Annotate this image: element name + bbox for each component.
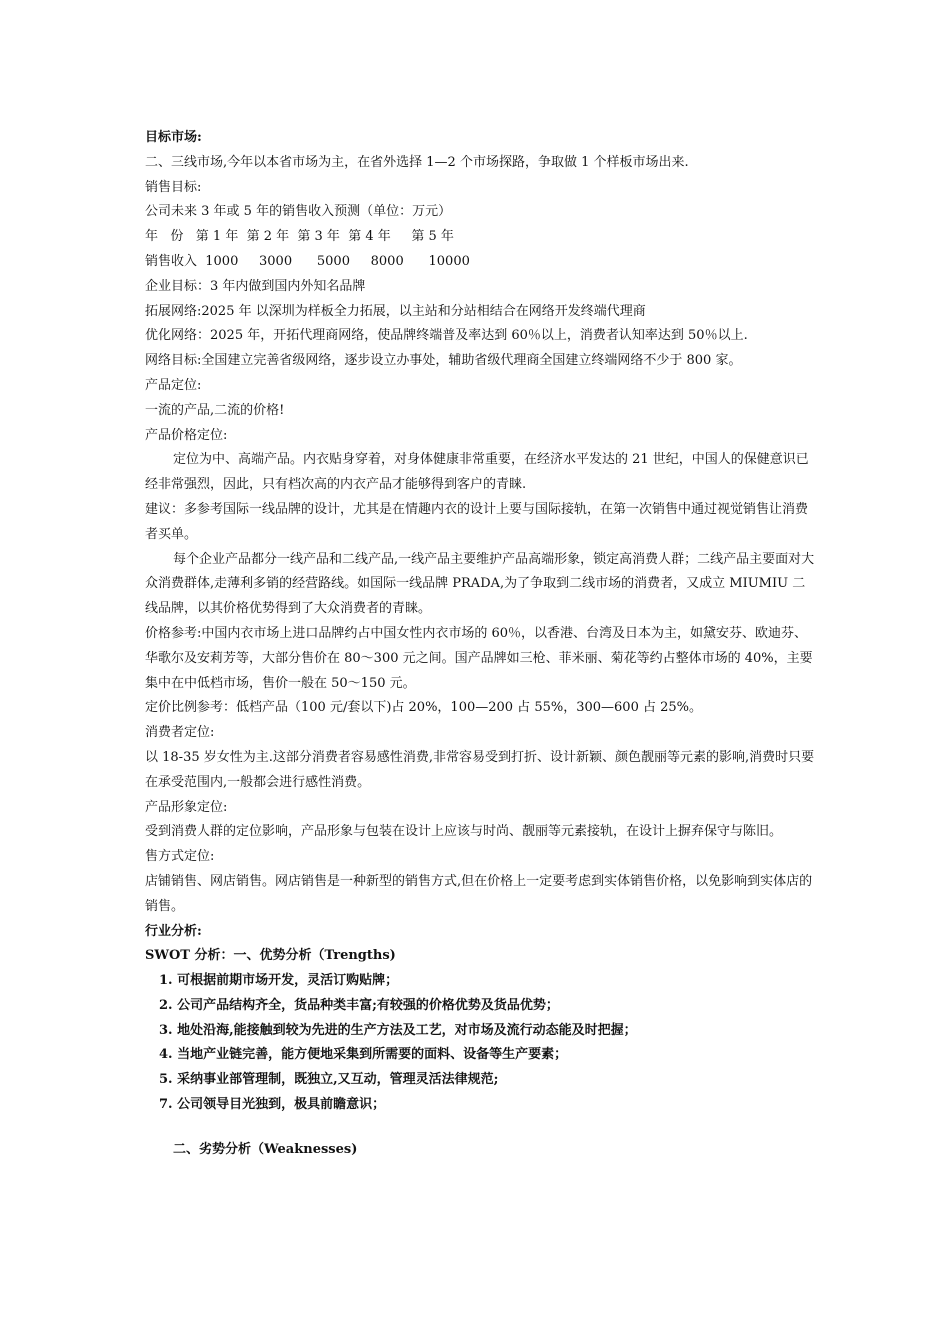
- sales-mode-paragraph: 店铺销售、网店销售。网店销售是一种新型的销售方式,但在价格上一定要考虑到实体销售价格，以免影响到实体店的销售。: [145, 873, 813, 914]
- product-positioning-text: 一流的产品,二流的价格!: [145, 402, 285, 418]
- price-positioning-heading: 产品价格定位:: [145, 427, 228, 443]
- list-item: 4. 当地产业链完善，能方便地采集到所需要的面料、设备等生产要素；: [159, 1047, 568, 1063]
- consumer-positioning-paragraph: 以 18-35 岁女性为主.这部分消费者容易感性消费,非常容易受到打折、设计新颖、颜色靓丽等元素的影响,消费时只要在承受范围内,一般都会进行感性消费。: [145, 749, 815, 790]
- price-positioning-paragraph: 定位为中、高端产品。内衣贴身穿着，对身体健康非常重要，在经济水平发达的 21 世纪，中国人的保健意识已经非常强烈，因此，只有档次高的内衣产品才能够得到客户的青睐.: [145, 452, 809, 493]
- expand-network: 拓展网络:2025 年 以深圳为样板全力拓展，以主站和分站相结合在网络开发终端代理商: [145, 303, 646, 319]
- swot-heading: SWOT 分析：一、优势分析（Trengths): [145, 948, 396, 964]
- strengths-list: [145, 969, 815, 1118]
- network-target: 网络目标:全国建立完善省级网络，逐步设立办事处，辅助省级代理商全国建立终端网络不少于 800 家。: [145, 353, 742, 369]
- forecast-revenue-row: 销售收入 1000 3000 5000 8000 10000: [145, 253, 470, 269]
- image-positioning-paragraph: 受到消费人群的定位影响，产品形象与包装在设计上应该与时尚、靓丽等元素接轨，在设计上摒弃保守与陈旧。: [145, 824, 783, 840]
- list-item: 3. 地处沿海,能接触到较为先进的生产方法及工艺，对市场及流行动态能及时把握；: [159, 1022, 637, 1038]
- target-market-heading: 目标市场:: [145, 130, 202, 145]
- consumer-positioning-heading: 消费者定位:: [145, 725, 215, 741]
- weakness-heading: 二、劣势分析（Weaknesses): [173, 1141, 358, 1157]
- document-page: [145, 126, 815, 1163]
- list-item: 2. 公司产品结构齐全，货品种类丰富;有较强的价格优势及货品优势；: [159, 997, 559, 1013]
- enterprise-target: 企业目标：3 年内做到国内外知名品牌: [145, 278, 366, 294]
- sales-mode-heading: 售方式定位:: [145, 849, 215, 865]
- forecast-year-row: 年 份 第 1 年 第 2 年 第 3 年 第 4 年 第 5 年: [145, 229, 454, 245]
- optimize-network: 优化网络：2025 年，开拓代理商网络，使品牌终端普及率达到 60％以上，消费者认知率达到 50％以上.: [145, 328, 748, 344]
- product-positioning-heading: 产品定位:: [145, 377, 202, 393]
- brand-line-paragraph: 每个企业产品都分一线产品和二线产品,一线产品主要维护产品高端形象，锁定高消费人群；二线产品主要面对大众消费群体,走薄利多销的经营路线。如国际一线品牌 PRADA,为了争取到二线市场的消费者，又成立 MIUMIU 二线品牌，以其价格优势得到了大众消费者的青睐。: [145, 551, 815, 617]
- list-item: 7. 公司领导目光独到，极具前瞻意识；: [159, 1097, 386, 1113]
- list-item: 1. 可根据前期市场开发，灵活订购贴牌；: [159, 973, 399, 989]
- industry-heading: 行业分析:: [145, 923, 202, 939]
- sales-forecast-text: 公司未来 3 年或 5 年的销售收入预测（单位：万元）: [145, 204, 452, 220]
- target-market-text: 二、三线市场,今年以本省市场为主，在省外选择 1—2 个市场探路，争取做 1 个样板市场出来.: [145, 154, 689, 170]
- image-positioning-heading: 产品形象定位:: [145, 799, 228, 815]
- sales-target-heading: 销售目标:: [145, 179, 202, 195]
- price-reference-paragraph: 价格参考:中国内衣市场上进口品牌约占中国女性内衣市场的 60％，以香港、台湾及日本为主，如黛安芬、欧迪芬、华歌尔及安莉芳等，大部分售价在 80～300 元之间。国产品牌如三枪、菲米丽、菊花等约占整体市场的 40%，主要集中在中低档市场，售价一般在 50～150 元。: [145, 625, 813, 691]
- pricing-ratio: 定价比例参考：低档产品（100 元/套以下)占 20%，100—200 占 55%，300—600 占 25%。: [145, 700, 702, 716]
- suggestion-paragraph: 建议：多参考国际一线品牌的设计，尤其是在情趣内衣的设计上要与国际接轨，在第一次销售中通过视觉销售让消费者买单。: [145, 501, 809, 542]
- list-item: 5. 采纳事业部管理制，既独立,又互动，管理灵活法律规范;: [159, 1072, 499, 1088]
